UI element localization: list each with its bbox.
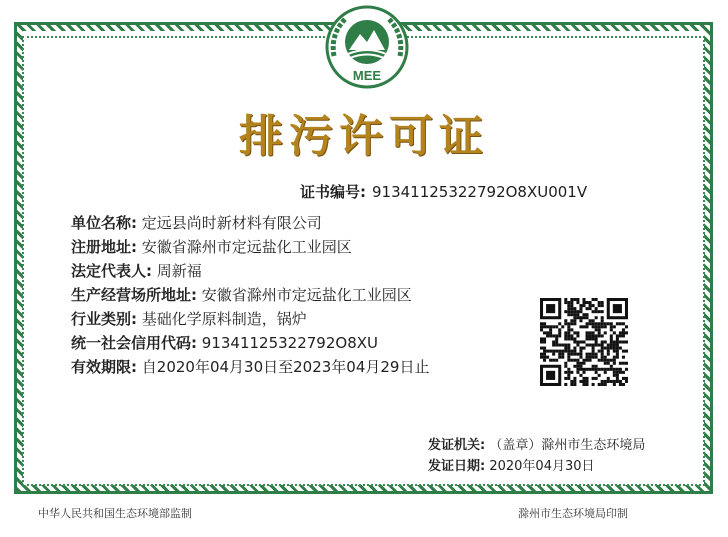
field-label: 生产经营场所地址:: [71, 286, 197, 304]
field-value: 安徽省滁州市定远盐化工业园区: [201, 286, 412, 304]
issuer-org: [428, 434, 645, 455]
issue-date-label: 发证日期:: [428, 459, 486, 474]
field-row: [71, 308, 429, 332]
field-row: [71, 332, 429, 356]
issuer-block: [428, 434, 645, 476]
field-label: 有效期限:: [71, 358, 137, 376]
field-label: 统一社会信用代码:: [71, 334, 197, 352]
certificate-fields: [71, 212, 429, 380]
field-row: [71, 212, 429, 236]
field-value: 自2020年04月30日至2023年04月29日止: [141, 358, 430, 376]
mee-emblem-icon: [324, 4, 410, 90]
field-value: 安徽省滁州市定远盐化工业园区: [141, 238, 352, 256]
field-row: [71, 356, 429, 380]
field-row: [71, 236, 429, 260]
field-value: 91341125322792O8XU: [201, 334, 378, 352]
certificate-number: [300, 181, 587, 202]
footer-printer: 滁州市生态环境局印制: [518, 507, 628, 520]
field-value: 周新福: [156, 262, 202, 280]
field-label: 行业类别:: [71, 310, 137, 328]
issuer-org-value: （盖章）滁州市生态环境局: [489, 438, 646, 453]
certificate-number-label: 证书编号:: [300, 183, 366, 201]
certificate-number-value: 91341125322792O8XU001V: [372, 183, 588, 201]
field-row: [71, 284, 429, 308]
field-value: 基础化学原料制造，锅炉: [141, 310, 307, 328]
field-label: 注册地址:: [71, 238, 137, 256]
page-title: 排污许可证: [239, 111, 489, 162]
field-label: 单位名称:: [71, 214, 137, 232]
field-label: 法定代表人:: [71, 262, 152, 280]
footer-supervisor: 中华人民共和国生态环境部监制: [38, 507, 192, 520]
field-row: [71, 260, 429, 284]
emblem-text: MEE: [352, 68, 382, 83]
field-value: 定远县尚时新材料有限公司: [141, 214, 322, 232]
issuer-org-label: 发证机关:: [428, 438, 486, 453]
issue-date: [428, 455, 645, 476]
issue-date-value: 2020年04月30日: [489, 459, 595, 474]
qr-code-icon[interactable]: [540, 298, 628, 386]
